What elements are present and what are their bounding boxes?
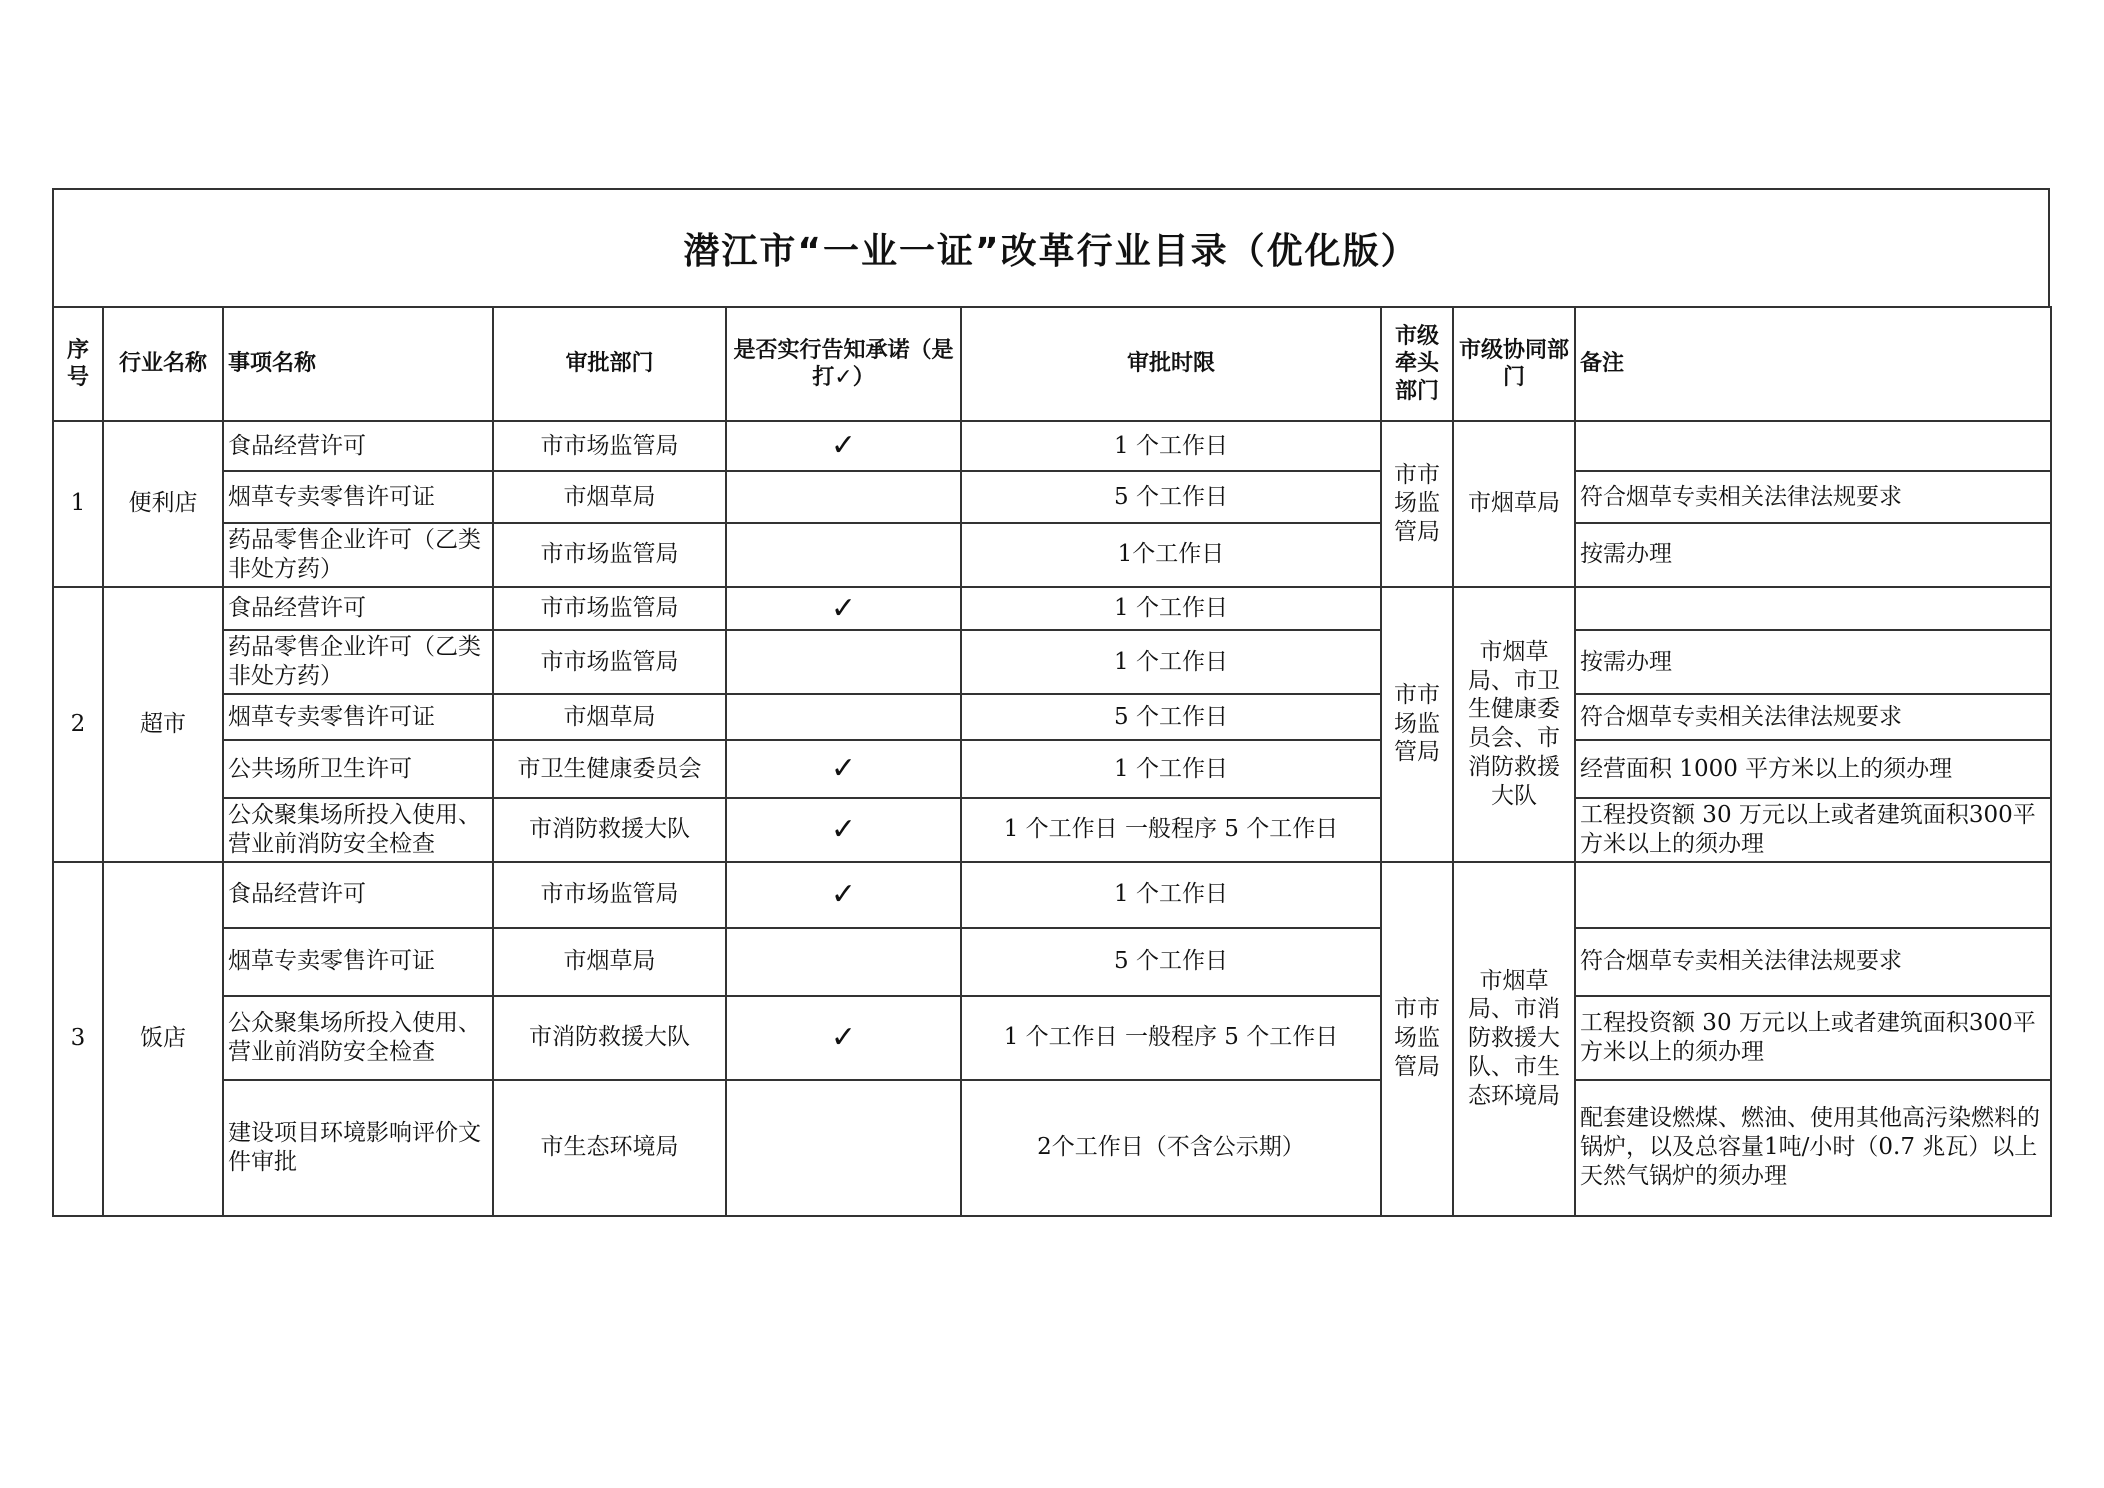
group-lead: 市市场监管局 (1381, 587, 1453, 862)
item-dept: 市烟草局 (493, 928, 726, 996)
item-time: 5 个工作日 (961, 928, 1381, 996)
group-coop: 市烟草局、市卫生健康委员会、市消防救援大队 (1453, 587, 1575, 862)
item-remark: 工程投资额 30 万元以上或者建筑面积300平方米以上的须办理 (1575, 798, 2051, 862)
item-dept: 市生态环境局 (493, 1080, 726, 1216)
item-dept: 市市场监管局 (493, 862, 726, 928)
item-name: 烟草专卖零售许可证 (223, 694, 493, 740)
item-name: 食品经营许可 (223, 421, 493, 471)
item-name: 公共场所卫生许可 (223, 740, 493, 798)
item-name: 建设项目环境影响评价文件审批 (223, 1080, 493, 1216)
item-name: 烟草专卖零售许可证 (223, 471, 493, 523)
item-name: 烟草专卖零售许可证 (223, 928, 493, 996)
item-time: 1 个工作日 一般程序 5 个工作日 (961, 996, 1381, 1080)
item-dept: 市消防救援大队 (493, 798, 726, 862)
item-time: 1 个工作日 (961, 862, 1381, 928)
group-industry: 超市 (103, 587, 223, 862)
item-dept: 市烟草局 (493, 471, 726, 523)
header-remark: 备注 (1575, 307, 2051, 421)
item-remark (1575, 587, 2051, 631)
item-remark: 符合烟草专卖相关法律法规要求 (1575, 471, 2051, 523)
header-time: 审批时限 (961, 307, 1381, 421)
table-row (53, 1080, 2051, 1216)
item-time: 2个工作日（不含公示期） (961, 1080, 1381, 1216)
item-remark: 符合烟草专卖相关法律法规要求 (1575, 694, 2051, 740)
group-seq: 1 (53, 421, 103, 587)
check-mark: ✓ (726, 996, 961, 1080)
item-name: 公众聚集场所投入使用、营业前消防安全检查 (223, 798, 493, 862)
check-mark (726, 928, 961, 996)
item-dept: 市市场监管局 (493, 587, 726, 631)
table-row (53, 587, 2051, 631)
table-row (53, 996, 2051, 1080)
item-dept: 市市场监管局 (493, 421, 726, 471)
group-seq: 3 (53, 862, 103, 1216)
item-name: 药品零售企业许可（乙类非处方药） (223, 523, 493, 587)
page-title: 潜江市“一业一证”改革行业目录（优化版） (683, 230, 1419, 272)
item-time: 5 个工作日 (961, 694, 1381, 740)
title-box (52, 188, 2050, 306)
item-name: 食品经营许可 (223, 862, 493, 928)
header-item: 事项名称 (223, 307, 493, 421)
check-mark: ✓ (726, 740, 961, 798)
item-remark: 按需办理 (1575, 523, 2051, 587)
table-row (53, 928, 2051, 996)
header-dept: 审批部门 (493, 307, 726, 421)
item-remark: 配套建设燃煤、燃油、使用其他高污染燃料的锅炉，以及总容量1吨/小时（0.7 兆瓦）以上天然气锅炉的须办理 (1575, 1080, 2051, 1216)
header-row (53, 307, 2051, 421)
item-remark: 符合烟草专卖相关法律法规要求 (1575, 928, 2051, 996)
group-lead: 市市场监管局 (1381, 421, 1453, 587)
check-mark: ✓ (726, 798, 961, 862)
item-dept: 市烟草局 (493, 694, 726, 740)
item-time: 1 个工作日 (961, 587, 1381, 631)
table-row (53, 630, 2051, 694)
table-row (53, 421, 2051, 471)
item-remark: 工程投资额 30 万元以上或者建筑面积300平方米以上的须办理 (1575, 996, 2051, 1080)
item-time: 1 个工作日 (961, 740, 1381, 798)
table-row (53, 740, 2051, 798)
table-row (53, 862, 2051, 928)
item-dept: 市市场监管局 (493, 630, 726, 694)
check-mark: ✓ (726, 421, 961, 471)
header-lead: 市级牵头部门 (1381, 307, 1453, 421)
document (52, 188, 2050, 1217)
header-coop: 市级协同部门 (1453, 307, 1575, 421)
check-mark: ✓ (726, 862, 961, 928)
check-mark (726, 630, 961, 694)
item-remark (1575, 421, 2051, 471)
item-dept: 市消防救援大队 (493, 996, 726, 1080)
group-lead: 市市场监管局 (1381, 862, 1453, 1216)
item-dept: 市市场监管局 (493, 523, 726, 587)
check-mark (726, 471, 961, 523)
table-row (53, 523, 2051, 587)
group-coop: 市烟草局、市消防救援大队、市生态环境局 (1453, 862, 1575, 1216)
table-row (53, 798, 2051, 862)
item-dept: 市卫生健康委员会 (493, 740, 726, 798)
item-name: 药品零售企业许可（乙类非处方药） (223, 630, 493, 694)
table-row (53, 471, 2051, 523)
group-coop: 市烟草局 (1453, 421, 1575, 587)
group-industry: 便利店 (103, 421, 223, 587)
item-time: 1个工作日 (961, 523, 1381, 587)
header-industry: 行业名称 (103, 307, 223, 421)
item-remark: 按需办理 (1575, 630, 2051, 694)
check-mark (726, 1080, 961, 1216)
item-name: 公众聚集场所投入使用、营业前消防安全检查 (223, 996, 493, 1080)
item-time: 1 个工作日 一般程序 5 个工作日 (961, 798, 1381, 862)
check-mark: ✓ (726, 587, 961, 631)
item-time: 1 个工作日 (961, 630, 1381, 694)
item-time: 1 个工作日 (961, 421, 1381, 471)
table-row (53, 694, 2051, 740)
check-mark (726, 523, 961, 587)
catalog-table (52, 306, 2052, 1217)
item-remark: 经营面积 1000 平方米以上的须办理 (1575, 740, 2051, 798)
check-mark (726, 694, 961, 740)
header-promise: 是否实行告知承诺（是打✓） (726, 307, 961, 421)
header-seq: 序号 (53, 307, 103, 421)
group-industry: 饭店 (103, 862, 223, 1216)
item-time: 5 个工作日 (961, 471, 1381, 523)
group-seq: 2 (53, 587, 103, 862)
item-remark (1575, 862, 2051, 928)
item-name: 食品经营许可 (223, 587, 493, 631)
